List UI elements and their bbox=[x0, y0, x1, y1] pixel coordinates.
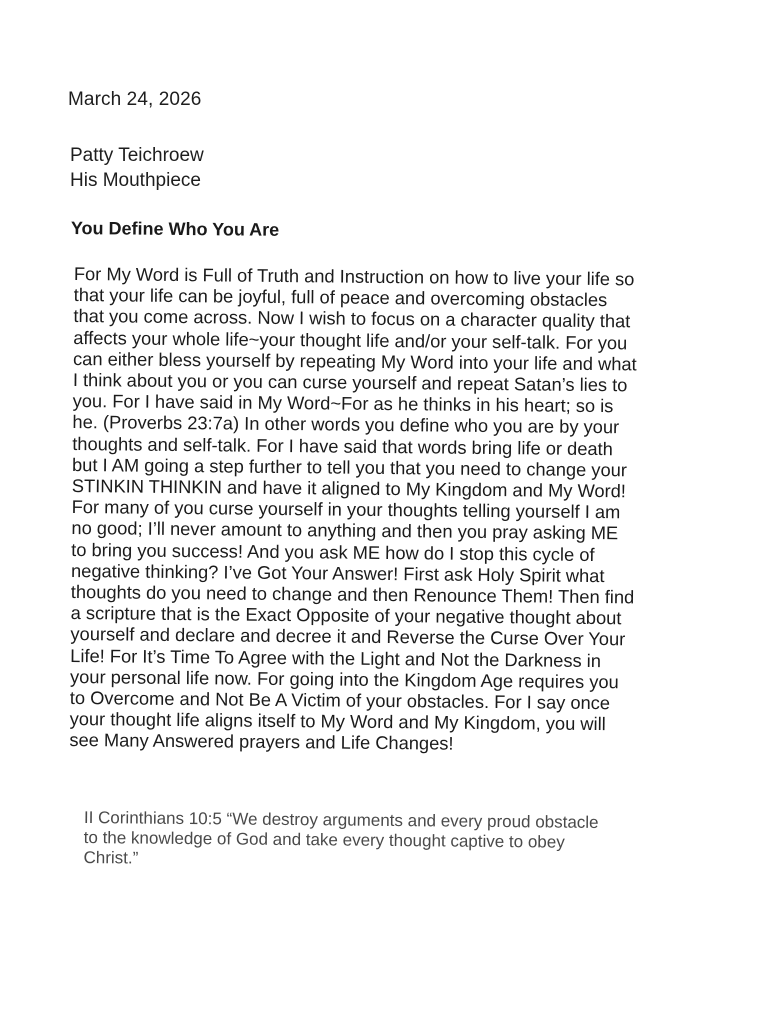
author-role: His Mouthpiece bbox=[70, 170, 201, 191]
body-line: that your life can be joyful, full of peace and overcoming obstacles bbox=[73, 284, 608, 311]
body-line: thoughts do you need to change and then Renounce Them! Then find bbox=[70, 581, 635, 608]
body-line: no good; I’ll never amount to anything and then you pray asking ME bbox=[71, 517, 619, 544]
body-line: that you come across. Now I wish to focus on a character quality that bbox=[73, 305, 631, 332]
body-line: your thought life aligns itself to My Word and My Kingdom, you will bbox=[69, 708, 606, 735]
verse-line: Christ.” bbox=[83, 847, 139, 868]
body-line: For My Word is Full of Truth and Instruction on how to live your life so bbox=[73, 263, 635, 290]
body-line: yourself and declare and decree it and Reverse the Curse Over Your bbox=[70, 623, 626, 650]
body-line: For many of you curse yourself in your thoughts telling yourself I am bbox=[71, 496, 621, 523]
body-line: STINKIN THINKIN and have it aligned to My Kingdom and My Word! bbox=[71, 475, 627, 502]
body-line: Life! For It’s Time To Agree with the Light and Not the Darkness in bbox=[70, 644, 602, 671]
body-line: see Many Answered prayers and Life Changes! bbox=[69, 729, 454, 755]
body-line: I think about you or you can curse yourself and repeat Satan’s lies to bbox=[72, 369, 628, 396]
body-line: can either bless yourself by repeating My Word into your life and what bbox=[72, 347, 637, 375]
letter-title: You Define Who You Are bbox=[70, 218, 280, 240]
verse-line: II Corinthians 10:5 “We destroy arguments and every proud obstacle bbox=[83, 808, 599, 832]
author-block bbox=[70, 143, 204, 193]
body-line: your personal life now. For going into the Kingdom Age requires you bbox=[69, 665, 619, 693]
verse-line: to the knowledge of God and take every thought captive to obey bbox=[83, 827, 565, 852]
body-line: a scripture that is the Exact Opposite of your negative thought about bbox=[70, 602, 622, 629]
body-line: negative thinking? I’ve Got Your Answer! First ask Holy Spirit what bbox=[70, 559, 605, 586]
body-line: affects your whole life~your thought life and/or your self-talk. For you bbox=[73, 326, 628, 353]
letter-date: March 24, 2026 bbox=[68, 89, 202, 110]
body-line: to Overcome and Not Be A Victim of your obstacles. For I say once bbox=[69, 687, 611, 714]
author-name: Patty Teichroew bbox=[70, 145, 204, 166]
body-line: thoughts and self-talk. For I have said that words bring life or death bbox=[72, 432, 613, 459]
body-line: he. (Proverbs 23:7a) In other words you define who you are by your bbox=[72, 411, 620, 438]
letter-body bbox=[69, 263, 734, 757]
body-line: to bring you success! And you ask ME how do I stop this cycle of bbox=[71, 538, 595, 565]
scripture-quote bbox=[83, 808, 724, 874]
body-line: but I AM going a step further to tell you that you need to change your bbox=[71, 453, 628, 481]
body-line: you. For I have said in My Word~For as he thinks in his heart; so is bbox=[72, 390, 614, 417]
